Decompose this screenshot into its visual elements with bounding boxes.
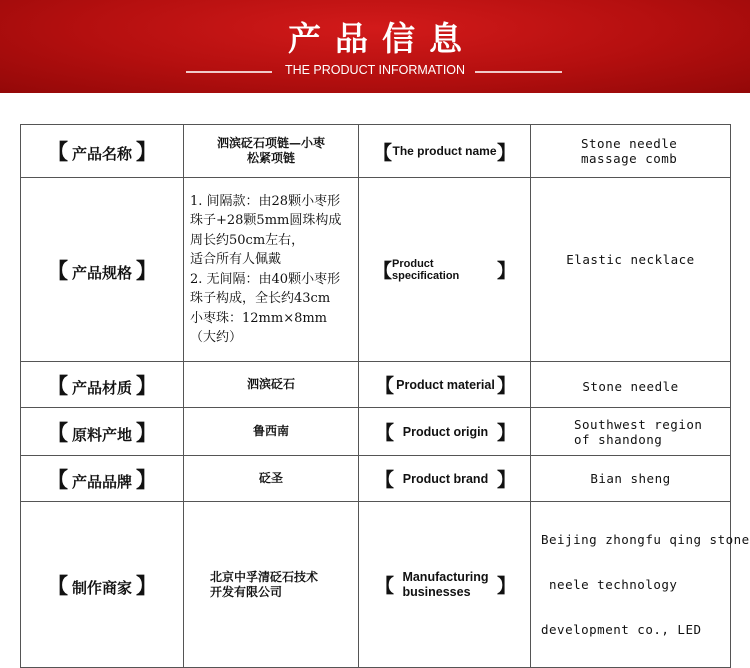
bracket-open: 【: [46, 467, 68, 492]
table-row: [21, 362, 731, 408]
value-en-line: Southwest region: [574, 416, 703, 432]
label-en-cell: [359, 362, 531, 408]
bracket-close: 】: [496, 470, 516, 491]
value-cn-cell: [184, 502, 359, 668]
value-cn-line: 泗滨砭石: [246, 377, 295, 391]
bracket-close: 】: [136, 140, 157, 164]
label-en: Product brand: [402, 471, 489, 486]
value-cn-line: 鲁西南: [252, 424, 289, 438]
label-en-line: businesses: [402, 584, 471, 599]
bracket-close: 】: [136, 420, 157, 445]
bracket-open: 【: [46, 573, 68, 598]
label-en: Product origin: [402, 424, 489, 439]
value-en-cell: [531, 125, 731, 178]
value-en-cell: [531, 456, 731, 502]
table-row: [21, 408, 731, 456]
spec-line: 周长约50cm左右，: [190, 232, 305, 248]
bracket-open: 【: [375, 470, 395, 491]
table-row: [21, 178, 731, 362]
label-en-cell: [359, 502, 531, 668]
page-title: 产品信息: [288, 19, 476, 58]
label-cn-cell: [21, 178, 184, 362]
spec-line: 1. 间隔款：由28颗小枣形: [190, 193, 341, 209]
value-en-line: development co., LED: [541, 622, 702, 637]
value-en-line: Stone needle: [582, 379, 679, 394]
table-row: [21, 125, 731, 178]
bracket-close: 】: [496, 576, 516, 597]
bracket-close: 】: [496, 423, 516, 444]
label-cn: 产品规格: [71, 263, 132, 282]
value-en-line: neele technology: [541, 577, 678, 592]
value-en-line: Bian sheng: [590, 471, 671, 486]
label-cn: 产品品牌: [71, 472, 132, 491]
value-cn-line: 泗滨砭石项链—小枣: [216, 136, 325, 150]
bracket-close: 】: [496, 142, 516, 164]
value-cn-line: 松紧项链: [246, 151, 295, 165]
label-cn-cell: [21, 502, 184, 668]
label-cn-cell: [21, 125, 184, 178]
bracket-open: 【: [373, 261, 393, 282]
value-cn-line: 北京中孚清砭石技术: [210, 569, 319, 584]
value-en-line: Elastic necklace: [566, 251, 695, 267]
label-en-cell: [359, 456, 531, 502]
bracket-close: 】: [136, 258, 157, 283]
subtitle-divider-right: [475, 71, 562, 73]
spec-line: 小枣珠：12mm×8mm: [190, 310, 328, 326]
label-en-cell: [359, 408, 531, 456]
label-en-cell: [359, 178, 531, 362]
value-en-line: Beijing zhongfu qing stone: [541, 532, 750, 547]
bracket-close: 】: [136, 373, 157, 398]
spec-line: （大约）: [190, 330, 243, 345]
value-cn-cell: [184, 362, 359, 408]
bracket-open: 【: [46, 420, 68, 445]
value-en-cell: [531, 408, 731, 456]
spec-cell: [184, 178, 359, 362]
label-en-line: Manufacturing: [402, 569, 489, 584]
label-en: Product material: [396, 377, 495, 392]
bracket-open: 【: [373, 142, 393, 164]
product-info-table: [20, 124, 750, 668]
bracket-open: 【: [46, 373, 68, 398]
value-en-cell: [531, 362, 731, 408]
page-subtitle: THE PRODUCT INFORMATION: [284, 63, 466, 77]
value-cn-line: 开发有限公司: [210, 584, 283, 599]
bracket-open: 【: [46, 258, 68, 283]
value-en-cell: [531, 178, 731, 362]
value-cn-cell: [184, 408, 359, 456]
value-cn-line: 砭圣: [258, 471, 283, 485]
value-cn-cell: [184, 456, 359, 502]
bracket-open: 【: [375, 423, 395, 444]
bracket-close: 】: [496, 376, 516, 397]
spec-line: 珠子构成，全长约43cm: [190, 291, 331, 306]
value-en-cell: [531, 502, 750, 668]
label-cn: 产品材质: [71, 378, 132, 397]
spec-line: 2. 无间隔：由40颗小枣形: [190, 271, 341, 287]
label-cn: 制作商家: [71, 578, 132, 597]
spec-line: 适合所有人佩戴: [190, 252, 282, 267]
spec-line: 珠子+28颗5mm圆珠构成: [190, 213, 342, 228]
value-en-line: of shandong: [574, 431, 663, 447]
header-banner: [0, 0, 750, 93]
value-en-line: Stone needle: [581, 136, 678, 151]
label-en-cell: [359, 125, 531, 178]
value-en-line: massage comb: [581, 151, 678, 166]
bracket-close: 】: [136, 573, 157, 598]
bracket-close: 】: [136, 467, 157, 492]
table-row: [21, 502, 731, 668]
table-row: [21, 456, 731, 502]
label-cn: 产品名称: [71, 145, 132, 163]
label-cn: 原料产地: [71, 425, 132, 444]
bracket-open: 【: [375, 576, 395, 597]
label-en: The product name: [392, 144, 497, 158]
bracket-close: 】: [496, 261, 516, 282]
bracket-open: 【: [375, 376, 395, 397]
label-en: Product specification: [392, 257, 460, 282]
label-cn-cell: [21, 408, 184, 456]
value-cn-cell: [184, 125, 359, 178]
label-cn-cell: [21, 362, 184, 408]
label-cn-cell: [21, 456, 184, 502]
bracket-open: 【: [46, 140, 68, 164]
